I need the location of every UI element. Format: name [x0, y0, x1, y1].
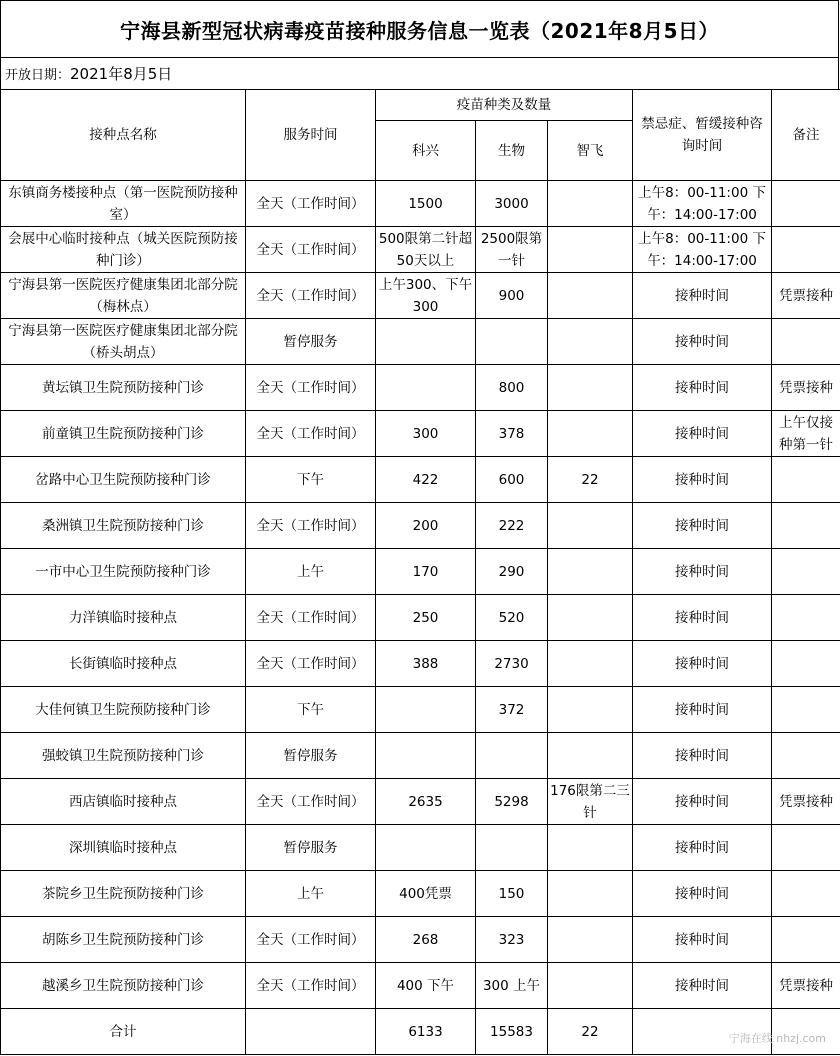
- service-time-cell: 暂停服务: [246, 733, 376, 779]
- zhifei-cell: [548, 549, 633, 595]
- kexing-cell: 250: [376, 595, 476, 641]
- service-time-cell: [246, 1009, 376, 1055]
- zhifei-cell: [548, 595, 633, 641]
- consult-time-cell: 接种时间: [633, 595, 772, 641]
- consult-time-cell: 接种时间: [633, 871, 772, 917]
- consult-time-cell: 接种时间: [633, 365, 772, 411]
- site-watermark: 宁海在线 nhzj.com: [728, 1032, 826, 1045]
- kexing-cell: 400凭票: [376, 871, 476, 917]
- kexing-cell: [376, 825, 476, 871]
- kexing-cell: [376, 733, 476, 779]
- zhifei-cell: [548, 871, 633, 917]
- service-time-cell: 全天（工作时间）: [246, 595, 376, 641]
- consult-time-cell: 接种时间: [633, 963, 772, 1009]
- shengwu-cell: 2500限第一针: [476, 227, 548, 273]
- vaccination-table: [0, 89, 840, 1055]
- site-name-cell: 前童镇卫生院预防接种门诊: [1, 411, 246, 457]
- shengwu-cell: 600: [476, 457, 548, 503]
- table-row: [1, 871, 840, 917]
- table-row: [1, 917, 840, 963]
- remark-cell: 凭票接种: [772, 273, 840, 319]
- header-kexing: 科兴: [376, 121, 476, 181]
- site-name-cell: 会展中心临时接种点（城关医院预防接种门诊）: [1, 227, 246, 273]
- remark-cell: [772, 871, 840, 917]
- site-name-cell: 深圳镇临时接种点: [1, 825, 246, 871]
- service-time-cell: 下午: [246, 687, 376, 733]
- service-time-cell: 全天（工作时间）: [246, 641, 376, 687]
- header-shengwu: 生物: [476, 121, 548, 181]
- remark-cell: 上午仅接种第一针: [772, 411, 840, 457]
- consult-time-cell: 接种时间: [633, 641, 772, 687]
- shengwu-cell: 222: [476, 503, 548, 549]
- service-time-cell: 全天（工作时间）: [246, 503, 376, 549]
- kexing-cell: [376, 319, 476, 365]
- header-remark: 备注: [772, 90, 840, 181]
- shengwu-cell: 323: [476, 917, 548, 963]
- table-row: [1, 365, 840, 411]
- service-time-cell: 全天（工作时间）: [246, 963, 376, 1009]
- kexing-cell: 400 下午: [376, 963, 476, 1009]
- zhifei-cell: 22: [548, 1009, 633, 1055]
- kexing-cell: 500限第二针超50天以上: [376, 227, 476, 273]
- consult-time-cell: 接种时间: [633, 411, 772, 457]
- shengwu-cell: 372: [476, 687, 548, 733]
- shengwu-cell: [476, 319, 548, 365]
- kexing-cell: 200: [376, 503, 476, 549]
- site-name-cell: 长街镇临时接种点: [1, 641, 246, 687]
- zhifei-cell: [548, 227, 633, 273]
- header-service-time: 服务时间: [246, 90, 376, 181]
- site-name-cell: 桑洲镇卫生院预防接种门诊: [1, 503, 246, 549]
- shengwu-cell: 520: [476, 595, 548, 641]
- open-date-value: 2021年8月5日: [70, 65, 173, 83]
- site-name-cell: 强蛟镇卫生院预防接种门诊: [1, 733, 246, 779]
- header-site: 接种点名称: [1, 90, 246, 181]
- kexing-cell: 1500: [376, 181, 476, 227]
- shengwu-cell: 800: [476, 365, 548, 411]
- site-name-cell: 西店镇临时接种点: [1, 779, 246, 825]
- remark-cell: [772, 641, 840, 687]
- service-time-cell: 暂停服务: [246, 319, 376, 365]
- site-name-cell: 胡陈乡卫生院预防接种门诊: [1, 917, 246, 963]
- site-name-cell: 宁海县第一医院医疗健康集团北部分院（桥头胡点）: [1, 319, 246, 365]
- service-time-cell: 全天（工作时间）: [246, 917, 376, 963]
- remark-cell: 凭票接种: [772, 365, 840, 411]
- table-row: [1, 595, 840, 641]
- header-row-1: [1, 90, 840, 121]
- total-row: [1, 1009, 840, 1055]
- zhifei-cell: [548, 687, 633, 733]
- kexing-cell: 2635: [376, 779, 476, 825]
- service-time-cell: 全天（工作时间）: [246, 227, 376, 273]
- service-time-cell: 全天（工作时间）: [246, 779, 376, 825]
- remark-cell: 凭票接种: [772, 963, 840, 1009]
- consult-time-cell: 接种时间: [633, 779, 772, 825]
- table-row: [1, 779, 840, 825]
- table-row: [1, 549, 840, 595]
- site-name-cell: 合计: [1, 1009, 246, 1055]
- table-row: [1, 273, 840, 319]
- remark-cell: [772, 319, 840, 365]
- consult-time-cell: 上午8：00-11:00 下午：14:00-17:00: [633, 227, 772, 273]
- shengwu-cell: 15583: [476, 1009, 548, 1055]
- shengwu-cell: 3000: [476, 181, 548, 227]
- consult-time-cell: 接种时间: [633, 319, 772, 365]
- table-row: [1, 687, 840, 733]
- consult-time-cell: 上午8：00-11:00 下午：14:00-17:00: [633, 181, 772, 227]
- shengwu-cell: 150: [476, 871, 548, 917]
- kexing-cell: [376, 365, 476, 411]
- table-row: [1, 181, 840, 227]
- zhifei-cell: [548, 319, 633, 365]
- service-time-cell: 暂停服务: [246, 825, 376, 871]
- table-row: [1, 319, 840, 365]
- shengwu-cell: 900: [476, 273, 548, 319]
- open-date-bar: [0, 58, 839, 89]
- zhifei-cell: 22: [548, 457, 633, 503]
- kexing-cell: 上午300、下午300: [376, 273, 476, 319]
- sheet-title: 宁海县新型冠状病毒疫苗接种服务信息一览表（2021年8月5日）: [0, 0, 839, 58]
- kexing-cell: 6133: [376, 1009, 476, 1055]
- site-name-cell: 茶院乡卫生院预防接种门诊: [1, 871, 246, 917]
- table-row: [1, 227, 840, 273]
- service-time-cell: 上午: [246, 549, 376, 595]
- site-name-cell: 岔路中心卫生院预防接种门诊: [1, 457, 246, 503]
- shengwu-cell: 5298: [476, 779, 548, 825]
- remark-cell: [772, 917, 840, 963]
- open-date-label: 开放日期：: [5, 68, 71, 83]
- kexing-cell: 388: [376, 641, 476, 687]
- service-time-cell: 全天（工作时间）: [246, 273, 376, 319]
- table-row: [1, 733, 840, 779]
- consult-time-cell: 接种时间: [633, 733, 772, 779]
- remark-cell: [772, 733, 840, 779]
- zhifei-cell: [548, 917, 633, 963]
- zhifei-cell: [548, 273, 633, 319]
- table-row: [1, 963, 840, 1009]
- service-time-cell: 上午: [246, 871, 376, 917]
- consult-time-cell: 接种时间: [633, 273, 772, 319]
- consult-time-cell: 接种时间: [633, 917, 772, 963]
- remark-cell: [772, 457, 840, 503]
- zhifei-cell: [548, 733, 633, 779]
- site-name-cell: 东镇商务楼接种点（第一医院预防接种室）: [1, 181, 246, 227]
- site-name-cell: 力洋镇临时接种点: [1, 595, 246, 641]
- table-row: [1, 457, 840, 503]
- kexing-cell: 422: [376, 457, 476, 503]
- service-time-cell: 全天（工作时间）: [246, 181, 376, 227]
- table-row: [1, 503, 840, 549]
- kexing-cell: 170: [376, 549, 476, 595]
- site-name-cell: 大佳何镇卫生院预防接种门诊: [1, 687, 246, 733]
- zhifei-cell: [548, 181, 633, 227]
- kexing-cell: [376, 687, 476, 733]
- remark-cell: [772, 825, 840, 871]
- header-consult-time: 禁忌症、暂缓接种咨询时间: [633, 90, 772, 181]
- shengwu-cell: [476, 825, 548, 871]
- kexing-cell: 268: [376, 917, 476, 963]
- remark-cell: [772, 595, 840, 641]
- kexing-cell: 300: [376, 411, 476, 457]
- shengwu-cell: 290: [476, 549, 548, 595]
- zhifei-cell: [548, 641, 633, 687]
- site-name-cell: 宁海县第一医院医疗健康集团北部分院（梅林点）: [1, 273, 246, 319]
- header-vaccine-group: 疫苗种类及数量: [376, 90, 633, 121]
- zhifei-cell: [548, 503, 633, 549]
- zhifei-cell: [548, 825, 633, 871]
- remark-cell: [772, 503, 840, 549]
- service-time-cell: 全天（工作时间）: [246, 411, 376, 457]
- consult-time-cell: 接种时间: [633, 457, 772, 503]
- table-row: [1, 641, 840, 687]
- zhifei-cell: [548, 365, 633, 411]
- shengwu-cell: [476, 733, 548, 779]
- remark-cell: [772, 687, 840, 733]
- zhifei-cell: 176限第二三针: [548, 779, 633, 825]
- consult-time-cell: 接种时间: [633, 503, 772, 549]
- service-time-cell: 全天（工作时间）: [246, 365, 376, 411]
- service-time-cell: 下午: [246, 457, 376, 503]
- consult-time-cell: 接种时间: [633, 687, 772, 733]
- shengwu-cell: 378: [476, 411, 548, 457]
- consult-time-cell: 接种时间: [633, 549, 772, 595]
- zhifei-cell: [548, 963, 633, 1009]
- header-zhifei: 智飞: [548, 121, 633, 181]
- remark-cell: [772, 181, 840, 227]
- table-row: [1, 411, 840, 457]
- site-name-cell: 越溪乡卫生院预防接种门诊: [1, 963, 246, 1009]
- remark-cell: 凭票接种: [772, 779, 840, 825]
- site-name-cell: 黄坛镇卫生院预防接种门诊: [1, 365, 246, 411]
- site-name-cell: 一市中心卫生院预防接种门诊: [1, 549, 246, 595]
- shengwu-cell: 2730: [476, 641, 548, 687]
- shengwu-cell: 300 上午: [476, 963, 548, 1009]
- consult-time-cell: 接种时间: [633, 825, 772, 871]
- zhifei-cell: [548, 411, 633, 457]
- remark-cell: [772, 227, 840, 273]
- remark-cell: [772, 549, 840, 595]
- table-row: [1, 825, 840, 871]
